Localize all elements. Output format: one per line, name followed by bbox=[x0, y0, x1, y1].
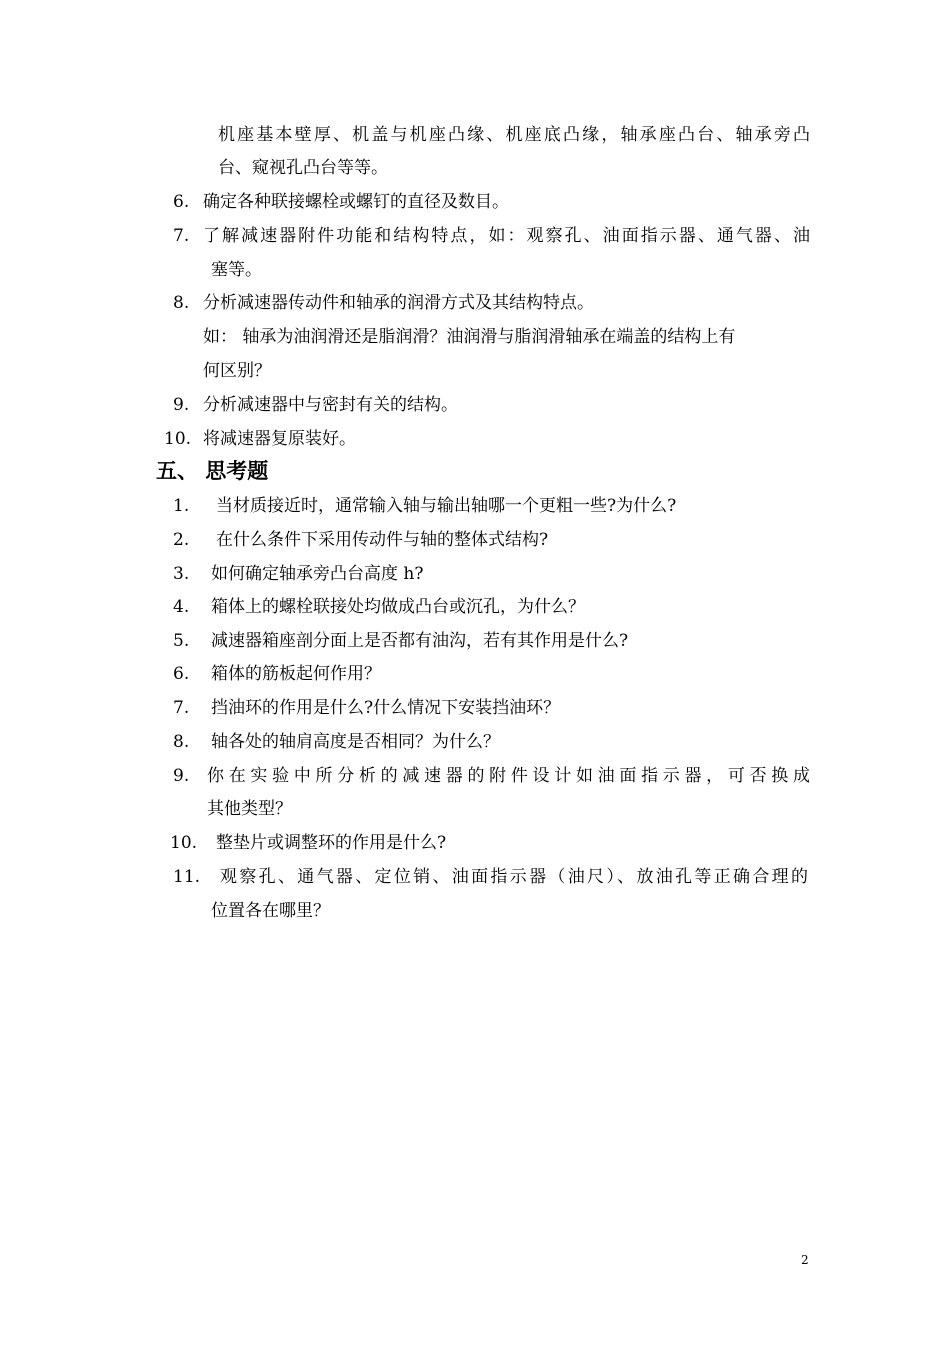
question-text: 箱体的筋板起何作用？ bbox=[211, 664, 381, 684]
question-number: 3. bbox=[173, 564, 190, 584]
list-item-text: 分析减速器中与密封有关的结构。 bbox=[203, 395, 458, 415]
section-heading: 五、 思考题 bbox=[156, 459, 269, 483]
question-text: 在什么条件下采用传动件与轴的整体式结构? bbox=[216, 530, 549, 550]
list-item-number: 10. bbox=[164, 429, 192, 449]
question-number: 9. bbox=[173, 766, 190, 786]
question-text: 观察孔、通气器、定位销、油面指示器（油尺）、放油孔等正确合理的 bbox=[220, 867, 808, 887]
question-text: 箱体上的螺栓联接处均做成凸台或沉孔，为什么？ bbox=[211, 597, 585, 617]
question-number: 5. bbox=[173, 631, 190, 651]
list-item-number: 7. bbox=[173, 226, 190, 246]
question-number: 4. bbox=[173, 597, 190, 617]
question-number: 1. bbox=[173, 496, 190, 516]
question-text: 如何确定轴承旁凸台高度 h? bbox=[211, 564, 424, 584]
question-text: 减速器箱座剖分面上是否都有油沟，若有其作用是什么? bbox=[211, 631, 629, 651]
question-text: 你在实验中所分析的减速器的附件设计如油面指示器，可否换成 bbox=[207, 766, 810, 786]
list-item-number: 9. bbox=[173, 395, 190, 415]
list-item-text: 将减速器复原装好。 bbox=[203, 429, 356, 449]
question-number: 2. bbox=[173, 530, 190, 550]
question-number: 11. bbox=[173, 867, 201, 887]
question-text: 轴各处的轴肩高度是否相同？为什么？ bbox=[211, 732, 500, 752]
list-item-text: 何区别？ bbox=[203, 361, 271, 381]
list-item-text: 了解减速器附件功能和结构特点，如：观察孔、油面指示器、通气器、油 bbox=[203, 226, 810, 246]
question-number: 8. bbox=[173, 732, 190, 752]
list-item-text: 如： 轴承为油润滑还是脂润滑？油润滑与脂润滑轴承在端盖的结构上有 bbox=[203, 327, 736, 347]
item5-continuation-line1: 机座基本壁厚、机盖与机座凸缘、机座底凸缘，轴承座凸台、轴承旁凸 bbox=[218, 125, 810, 145]
list-item-text: 塞等。 bbox=[211, 260, 262, 280]
list-item-text: 确定各种联接螺栓或螺钉的直径及数目。 bbox=[203, 192, 509, 212]
question-number: 10. bbox=[170, 833, 198, 853]
list-item-number: 6. bbox=[173, 192, 190, 212]
question-text: 挡油环的作用是什么?什么情况下安装挡油环？ bbox=[211, 698, 561, 718]
question-text: 位置各在哪里？ bbox=[211, 901, 330, 921]
question-number: 6. bbox=[173, 664, 190, 684]
question-text: 整垫片或调整环的作用是什么? bbox=[216, 833, 447, 853]
item5-continuation-line2: 台、窥视孔凸台等等。 bbox=[218, 158, 388, 178]
page-number: 2 bbox=[801, 1253, 809, 1267]
list-item-text: 分析减速器传动件和轴承的润滑方式及其结构特点。 bbox=[203, 293, 594, 313]
question-text: 其他类型？ bbox=[207, 799, 292, 819]
question-number: 7. bbox=[173, 698, 190, 718]
question-text: 当材质接近时，通常输入轴与输出轴哪一个更粗一些?为什么? bbox=[216, 496, 677, 516]
list-item-number: 8. bbox=[173, 293, 190, 313]
